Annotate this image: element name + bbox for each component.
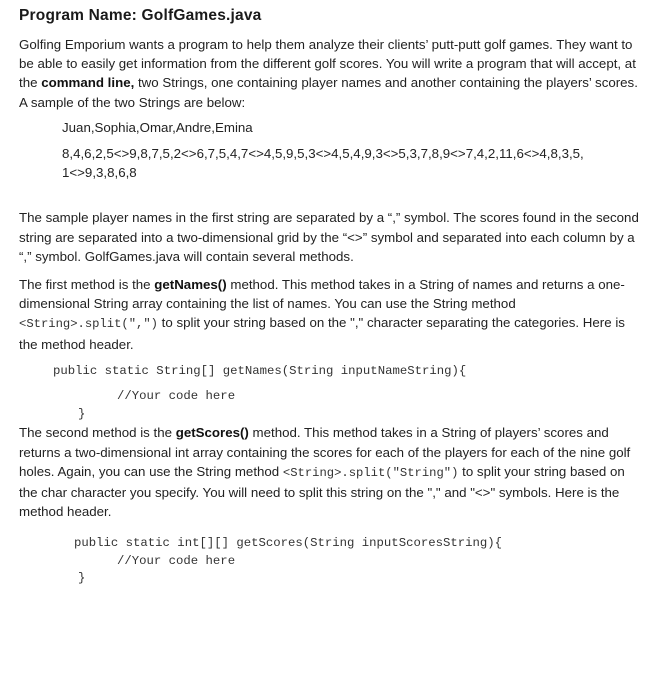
method2-paragraph (19, 423, 639, 521)
method2-code-block (74, 535, 639, 588)
program-title: Program Name: GolfGames.java (19, 7, 262, 24)
method1-text-mid: method. This method takes in a String of names and returns a one-dimensional String array containing the list of names. You can use the String method (19, 277, 625, 312)
method2-header-line: public static int[][] getScores(String inputScoresString){ (74, 536, 503, 551)
method2-split-code: <String>.split("String") (282, 465, 459, 480)
sample-scores-line-2: 1<>9,3,8,6,8 (62, 165, 137, 181)
method2-comment: //Your code here (117, 553, 236, 568)
intro-paragraph (19, 35, 639, 112)
intro-text-2: two Strings, one containing player names and another containing the players’ scores. A sample of the two Strings are below: (19, 75, 638, 110)
method1-split-code: <String>.split(",") (19, 317, 158, 332)
method1-header-line: public static String[] getNames(String inputNameString){ (53, 363, 467, 378)
method1-code-block (53, 363, 639, 424)
method1-name: getNames() (154, 277, 227, 293)
method1-close-brace: } (78, 406, 86, 421)
method2-text-mid: method. This method takes in a String of players’ scores and returns a two-dimensional int array containing the scores for each of the players for each of the nine golf holes. Again, you can use the String method (19, 425, 631, 479)
sample-names-string: Juan,Sophia,Omar,Andre,Emina (62, 119, 253, 135)
assignment-document (19, 6, 639, 588)
method2-name: getScores() (175, 425, 249, 441)
method1-paragraph (19, 275, 639, 354)
method1-text-post: to split your string based on the "," character separating the categories. Here is the method header. (19, 315, 625, 352)
method2-text-pre: The second method is the (19, 425, 176, 441)
method1-comment: //Your code here (117, 389, 236, 404)
sample-scores-string (62, 144, 639, 182)
sample-scores-line-1: 8,4,6,2,5<>9,8,7,5,2<>6,7,5,4,7<>4,5,9,5,3<>4,5,4,9,3<>5,3,7,8,9<>7,4,2,11,6<>4,8,3,5, (62, 146, 584, 162)
method2-text-post: to split your string based on the char character you specify. You will need to split this string on the "," and "<>" symbols. Here is the method header. (19, 463, 625, 520)
intro-text-1: Golfing Emporium wants a program to help them analyze their clients’ putt-putt golf games. They want to be able to easily get information from the different golf scores. You will write a program that will accept, at the (19, 37, 636, 91)
separator-paragraph: The sample player names in the first string are separated by a “,” symbol. The scores found in the second string are separated into a two-dimensional grid by the “<>” symbol and separated into each column by a “,” symbol. GolfGames.java will contain several methods. (19, 210, 639, 264)
method2-close-brace: } (78, 571, 86, 586)
intro-bold-command-line: command line, (41, 75, 135, 91)
method1-text-pre: The first method is the (19, 277, 155, 293)
